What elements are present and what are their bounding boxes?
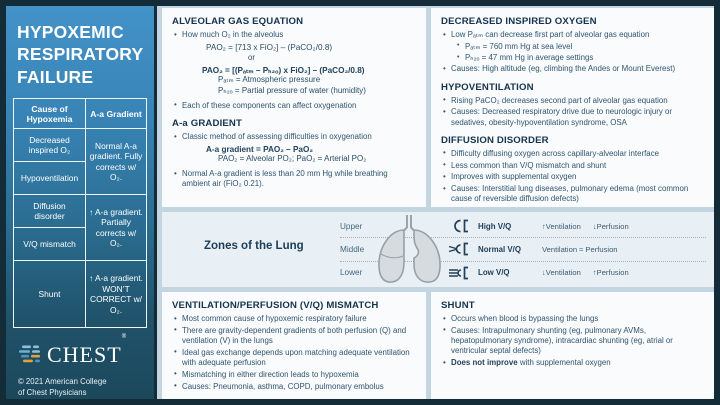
cause-cell: Diffusion disorder bbox=[14, 195, 86, 228]
section-title: VENTILATION/PERFUSION (V/Q) MISMATCH bbox=[172, 300, 379, 311]
bullet: • Normal A-a gradient is less than 20 mm Hg while breathing ambient air (FiO₂ 0.21). bbox=[172, 169, 416, 190]
copyright bbox=[18, 377, 154, 398]
bullet: • Rising PaCO₂ decreases second part of alveolar gas equation bbox=[441, 96, 704, 106]
cause-cell: Decreased inspired O₂ bbox=[14, 129, 86, 162]
ventilation-status: ↑Ventilation bbox=[542, 221, 581, 231]
bullet: • Causes: Decreased respiratory drive due to neurologic injury or sedatives, obesity-hypoventilation syndrome, OSA bbox=[441, 107, 704, 128]
equation-bold: PAO₂ = [(Pₐₜₘ – Pₕ₂ₒ) x FiO₂] – (PaCO₂/0.8) bbox=[202, 66, 365, 76]
sidebar bbox=[6, 6, 154, 399]
section-decreased-inspired-oxygen bbox=[441, 16, 704, 75]
zones-of-lung-band bbox=[162, 212, 714, 287]
section-vq-mismatch bbox=[172, 300, 416, 392]
cause-cell: V/Q mismatch bbox=[14, 228, 86, 261]
bullet: • Most common cause of hypoxemic respiratory failure bbox=[172, 314, 416, 324]
bullet: • How much O₂ in the alveolus bbox=[172, 30, 416, 40]
main-content bbox=[157, 6, 714, 399]
table-row bbox=[14, 195, 147, 228]
bullet: • Causes: Interstitial lung diseases, pulmonary edema (most common cause of reversible diffusion defects) bbox=[441, 184, 704, 205]
bullet: • Classic method of assessing difficulties in oxygenation bbox=[172, 132, 416, 142]
ventilation-status: Ventilation ≈ Perfusion bbox=[542, 244, 618, 254]
perfusion-status: ↑Perfusion bbox=[592, 268, 629, 278]
chest-logo bbox=[18, 334, 154, 368]
bullet: • Improves with supplemental oxygen bbox=[441, 172, 704, 182]
section-diffusion-disorder bbox=[441, 135, 704, 205]
bullet: • Causes: High altitude (eg, climbing the Andes or Mount Everest) bbox=[441, 64, 704, 74]
lungs-icon bbox=[372, 214, 446, 285]
chest-logo-icon bbox=[18, 344, 42, 366]
low-vq-icon bbox=[448, 264, 472, 282]
section-alveolar-gas-equation bbox=[172, 16, 416, 111]
bullet: • Difficulty diffusing oxygen across capillary-alveolar interface bbox=[441, 149, 704, 159]
table-row bbox=[14, 129, 147, 162]
bullet: • Occurs when blood is bypassing the lungs bbox=[441, 314, 704, 324]
page-title: HYPOXEMIC RESPIRATORY FAILURE bbox=[17, 22, 144, 87]
bullet: • Mismatching in either direction leads to hypoxemia bbox=[172, 370, 416, 380]
section-title: SHUNT bbox=[441, 300, 475, 311]
bullet: • Ideal gas exchange depends upon matching adequate ventilation with adequate perfusion bbox=[172, 348, 416, 369]
high-vq-icon bbox=[448, 217, 472, 235]
cause-cell: Shunt bbox=[14, 261, 86, 328]
zone-label: Middle bbox=[340, 244, 365, 254]
vq-label: Normal V/Q bbox=[478, 244, 521, 254]
bullet: • Low Pₐₜₘ can decrease first part of alveolar gas equation bbox=[441, 30, 704, 40]
card-vq-mismatch bbox=[162, 292, 426, 399]
card-shunt bbox=[431, 292, 714, 399]
equation-definition: Pₕ₂ₒ = Partial pressure of water (humidity) bbox=[218, 86, 366, 96]
gradient-cell: Normal A-a gradient. Fully corrects w/ O₂. bbox=[86, 129, 147, 195]
table-header-gradient: A-a Gradient bbox=[86, 99, 147, 129]
section-title: DECREASED INSPIRED OXYGEN bbox=[441, 16, 597, 27]
copyright-line1: © 2021 American College bbox=[18, 377, 107, 387]
gradient-cell: ↑ A-a gradient. Partially corrects w/ O₂. bbox=[86, 195, 147, 261]
vq-description bbox=[542, 268, 706, 277]
table-header-cause: Cause of Hypoxemia bbox=[14, 99, 86, 129]
cause-cell: Hypoventilation bbox=[14, 162, 86, 195]
vq-label: Low V/Q bbox=[478, 268, 510, 278]
equation-bold: A-a gradient = PAO₂ – PaO₂ bbox=[206, 145, 313, 155]
card-causes-right bbox=[431, 8, 714, 207]
gradient-cell: ↑ A-a gradient. WON’T CORRECT w/ O₂. bbox=[86, 261, 147, 328]
zone-label: Lower bbox=[340, 268, 363, 278]
sub-bullet: • Pₐₜₘ = 760 mm Hg at sea level bbox=[456, 42, 704, 52]
perfusion-status: ↓Perfusion bbox=[592, 221, 629, 231]
section-aa-gradient bbox=[172, 118, 416, 190]
section-title: HYPOVENTILATION bbox=[441, 81, 534, 93]
equation-or: or bbox=[248, 53, 255, 63]
vq-description bbox=[542, 245, 706, 254]
bullet-emphasized bbox=[441, 358, 704, 368]
bullet: • Each of these components can affect oxygenation bbox=[172, 101, 416, 111]
zone-label: Upper bbox=[340, 221, 363, 231]
equation-definition: Pₐₜₘ = Atmospheric pressure bbox=[218, 75, 321, 85]
aa-gradient-table bbox=[13, 98, 147, 328]
section-shunt bbox=[441, 300, 704, 368]
bullet: • There are gravity-dependent gradients of both perfusion (Q) and ventilation (V) in the lungs bbox=[172, 326, 416, 347]
rest-text: with supplemental oxygen bbox=[517, 358, 611, 368]
bold-text: Does not improve bbox=[451, 358, 518, 368]
bullet: • Causes: Pneumonia, asthma, COPD, pulmonary embolus bbox=[172, 382, 416, 392]
card-alveolar-aa bbox=[162, 8, 426, 207]
section-hypoventilation bbox=[441, 82, 704, 128]
section-title: A-a GRADIENT bbox=[172, 118, 243, 130]
sub-bullet: • Pₕ₂ₒ = 47 mm Hg in average settings bbox=[456, 53, 704, 63]
ventilation-status: ↓Ventilation bbox=[542, 268, 581, 278]
equation-definition: PAO₂ = Alveolar PO₂; PaO₂ = Arterial PO₂ bbox=[218, 154, 367, 164]
registered-mark: ® bbox=[121, 334, 127, 341]
table-row bbox=[14, 261, 147, 328]
chest-wordmark: CHEST bbox=[47, 342, 122, 368]
equation: PAO₂ = [713 x FiO₂] – (PaCO₂/0.8) bbox=[206, 43, 333, 53]
vq-label: High V/Q bbox=[478, 221, 512, 231]
lungs-illustration bbox=[372, 214, 446, 285]
copyright-line2: of Chest Physicians bbox=[18, 387, 87, 397]
vq-description bbox=[542, 222, 706, 231]
section-title: ALVEOLAR GAS EQUATION bbox=[172, 16, 304, 27]
bullet: • Less common than V/Q mismatch and shunt bbox=[441, 161, 704, 171]
bullet: • Causes: Intrapulmonary shunting (eg, pulmonary AVMs, hepatopulmonary syndrome), intracardiac shunting (eg, atrial or ventricular septal defects) bbox=[441, 326, 704, 357]
section-title: DIFFUSION DISORDER bbox=[441, 134, 549, 146]
zones-title: Zones of the Lung bbox=[204, 240, 304, 252]
normal-vq-icon bbox=[448, 240, 472, 258]
